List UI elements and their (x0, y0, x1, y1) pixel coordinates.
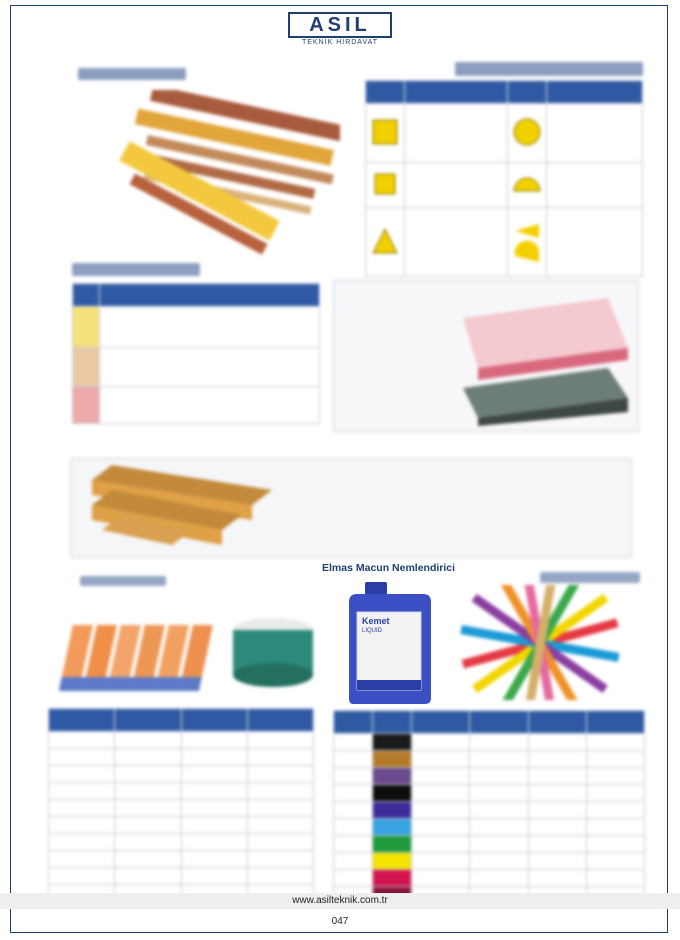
circle-shape (512, 117, 542, 147)
logo-brand-text: ASIL (288, 12, 392, 38)
diamond-paste-syringes-image (55, 615, 230, 700)
kemet-liquid-bottle-image (343, 580, 435, 706)
section-header-bar (455, 62, 643, 76)
bottle-brand-label: Kemet (362, 616, 390, 626)
stone-sticks-image (95, 90, 340, 265)
knife-shapes (512, 216, 542, 266)
triangle-shape (371, 227, 399, 255)
brand-logo (288, 12, 392, 46)
footer-website-url: www.asilteknik.com.tr (292, 895, 388, 906)
ceramic-stones-table (333, 710, 645, 904)
logo-subtitle: TEKNİK HIRDAVAT (301, 39, 379, 46)
shapes-table (365, 80, 643, 277)
square-shape (373, 172, 397, 196)
diamond-paste-table (48, 708, 314, 902)
section-header-bar (80, 576, 166, 586)
section-header-bar (540, 572, 640, 583)
section-header-bar (78, 68, 186, 80)
product-title: Elmas Macun Nemlendirici (322, 562, 456, 574)
square-shape (371, 118, 399, 146)
paste-jar-image (228, 612, 318, 697)
combination-stones-image (458, 288, 633, 428)
page-number: 047 (331, 916, 349, 927)
half-circle-shape (512, 169, 542, 199)
types-table (72, 283, 320, 424)
bottle-line-label: LIQUID (362, 628, 383, 634)
ceramic-stones-image (450, 585, 630, 700)
aluminium-oxide-stones-image (82, 460, 272, 555)
